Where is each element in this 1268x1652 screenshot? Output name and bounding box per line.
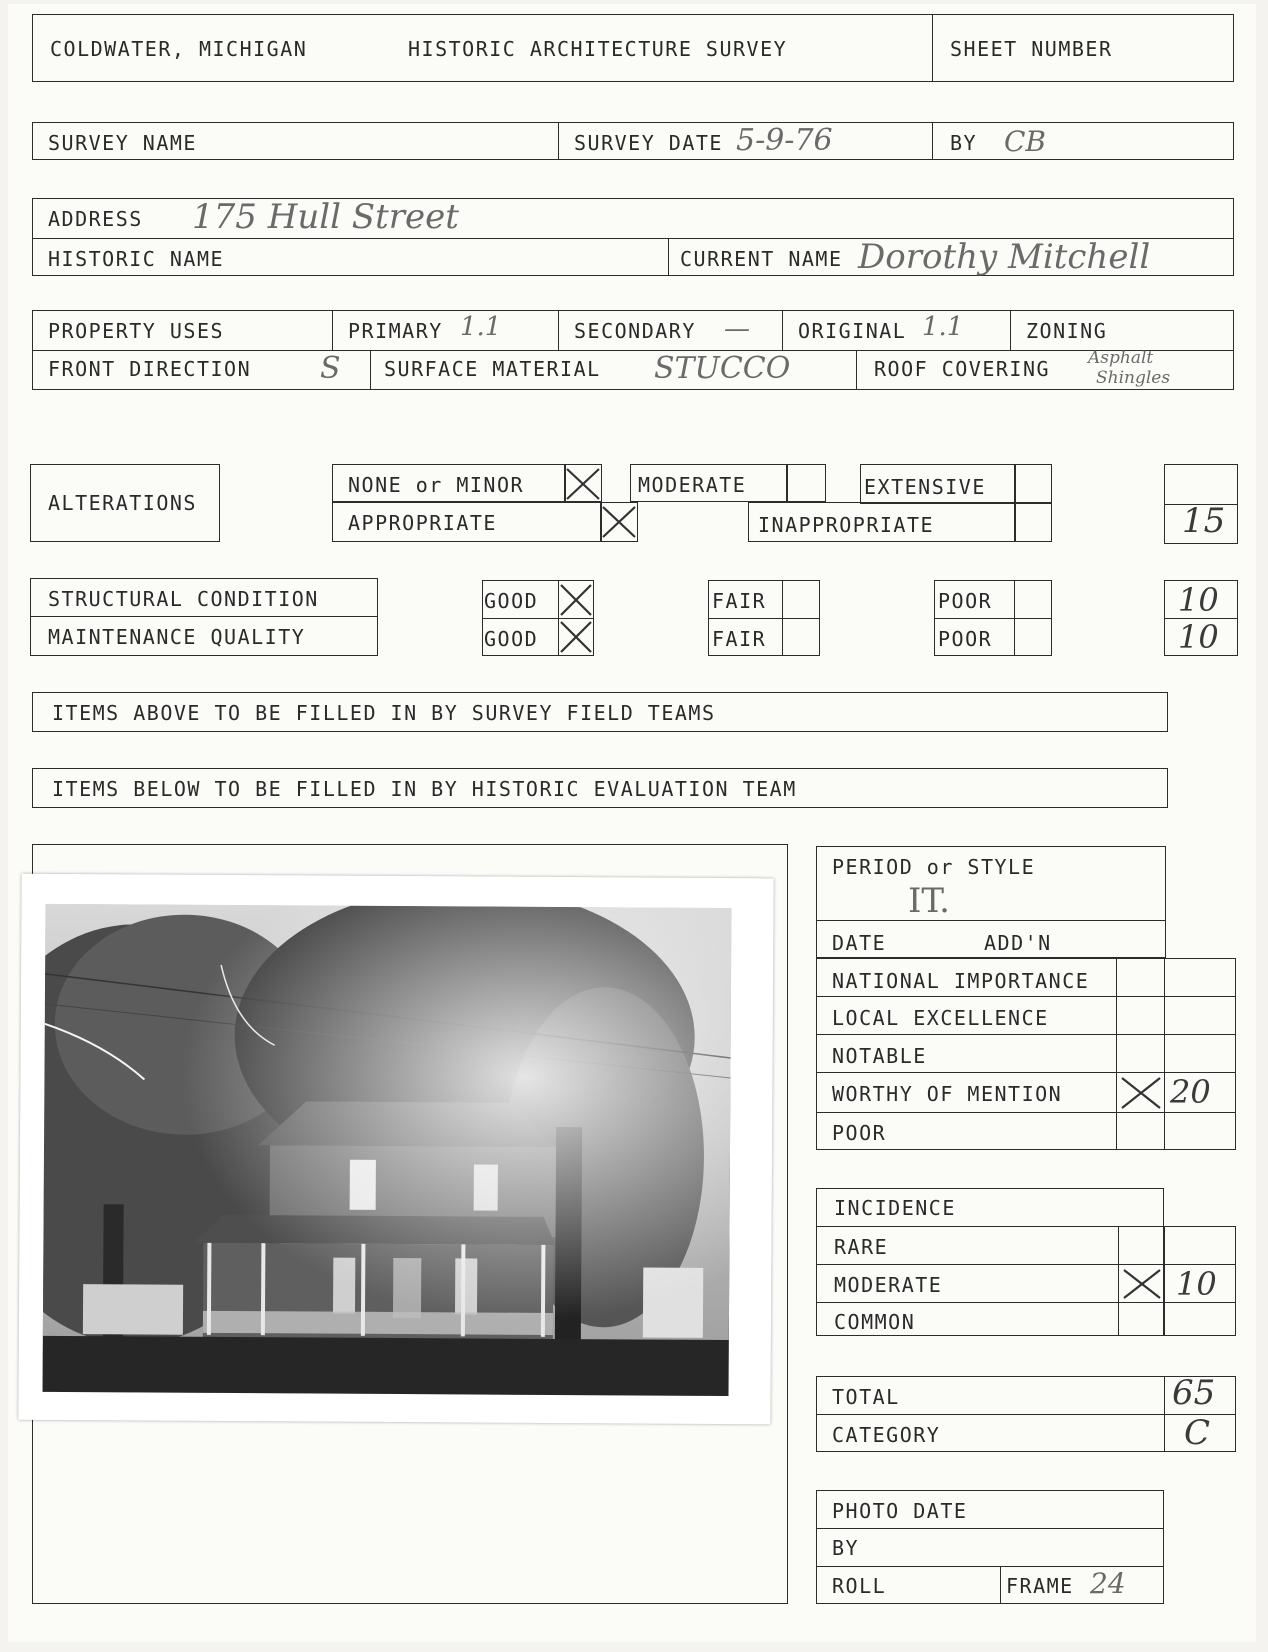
- incidence-moderate-score: 10: [1176, 1265, 1217, 1303]
- current-name-value: Dorothy Mitchell: [858, 237, 1151, 277]
- category-value: C: [1184, 1413, 1211, 1453]
- current-name-label: CURRENT NAME: [680, 247, 843, 271]
- maintenance-score: 10: [1178, 618, 1219, 656]
- incidence-moderate-x: [1120, 1266, 1164, 1302]
- roof-covering-value-1: Asphalt: [1088, 348, 1154, 368]
- address-value: 175 Hull Street: [192, 197, 459, 237]
- total-label: TOTAL: [832, 1385, 900, 1409]
- total-value: 65: [1172, 1373, 1216, 1413]
- roof-covering-label: ROOF COVERING: [874, 357, 1051, 381]
- moderate-label: MODERATE: [638, 473, 747, 497]
- note-above: ITEMS ABOVE TO BE FILLED IN BY SURVEY FIELD TEAMS: [52, 701, 716, 725]
- surface-material-value: STUCCO: [654, 351, 791, 386]
- original-value: 1.1: [922, 312, 964, 342]
- local-excellence-label: LOCAL EXCELLENCE: [832, 1006, 1049, 1030]
- house-photograph: [18, 874, 773, 1425]
- national-importance-label: NATIONAL IMPORTANCE: [832, 969, 1090, 993]
- incidence-moderate-label: MODERATE: [834, 1273, 943, 1297]
- frame-label: FRAME: [1006, 1574, 1074, 1598]
- secondary-label: SECONDARY: [574, 319, 696, 343]
- original-label: ORIGINAL: [798, 319, 907, 343]
- front-direction-label: FRONT DIRECTION: [48, 357, 252, 381]
- historic-name-label: HISTORIC NAME: [48, 247, 225, 271]
- maintenance-good-label: GOOD: [484, 627, 539, 651]
- category-label: CATEGORY: [832, 1423, 941, 1447]
- poor-label: POOR: [832, 1121, 887, 1145]
- sheet-number-label: SHEET NUMBER: [950, 37, 1113, 61]
- photo-by-label: BY: [832, 1536, 860, 1560]
- survey-form: [8, 4, 1256, 1642]
- roof-covering-value-2: Shingles: [1096, 368, 1171, 388]
- inappropriate-check: [1014, 502, 1052, 542]
- surface-material-label: SURFACE MATERIAL: [384, 357, 601, 381]
- survey-title: HISTORIC ARCHITECTURE SURVEY: [408, 37, 788, 61]
- maintenance-quality-label: MAINTENANCE QUALITY: [48, 625, 306, 649]
- structural-poor-label: POOR: [938, 589, 993, 613]
- maintenance-good-x: [558, 619, 594, 655]
- appropriate-label: APPROPRIATE: [348, 511, 497, 535]
- front-direction-value: S: [320, 351, 341, 386]
- worthy-x: [1118, 1074, 1164, 1112]
- date-label: DATE: [832, 931, 887, 955]
- structural-condition-label: STRUCTURAL CONDITION: [48, 587, 319, 611]
- photo-date-label: PHOTO DATE: [832, 1499, 968, 1523]
- structural-good-label: GOOD: [484, 589, 539, 613]
- inappropriate-label: INAPPROPRIATE: [758, 513, 935, 537]
- address-label: ADDRESS: [48, 207, 143, 231]
- secondary-value: —: [724, 314, 750, 344]
- structural-score: 10: [1178, 581, 1219, 619]
- alterations-label: ALTERATIONS: [48, 491, 197, 515]
- primary-label: PRIMARY: [348, 319, 443, 343]
- structural-good-x: [558, 582, 594, 618]
- primary-value: 1.1: [460, 312, 502, 342]
- moderate-check: [786, 464, 826, 502]
- extensive-label: EXTENSIVE: [864, 475, 986, 499]
- frame-value: 24: [1090, 1567, 1126, 1600]
- none-minor-x: [564, 466, 602, 502]
- common-label: COMMON: [834, 1310, 916, 1334]
- worthy-score: 20: [1170, 1073, 1211, 1111]
- survey-date-value: 5-9-76: [736, 123, 833, 158]
- rare-label: RARE: [834, 1235, 889, 1259]
- period-style-value: IT.: [908, 881, 950, 921]
- zoning-label: ZONING: [1026, 319, 1108, 343]
- survey-name-label: SURVEY NAME: [48, 131, 197, 155]
- maintenance-fair-label: FAIR: [712, 627, 767, 651]
- maintenance-poor-label: POOR: [938, 627, 993, 651]
- roll-label: ROLL: [832, 1574, 887, 1598]
- city-label: COLDWATER, MICHIGAN: [50, 37, 308, 61]
- property-uses-label: PROPERTY USES: [48, 319, 225, 343]
- survey-by-value: CB: [1004, 125, 1046, 158]
- period-style-label: PERIOD or STYLE: [832, 855, 1036, 879]
- structural-fair-label: FAIR: [712, 589, 767, 613]
- extensive-check: [1014, 464, 1052, 504]
- notable-label: NOTABLE: [832, 1044, 927, 1068]
- addn-label: ADD'N: [984, 931, 1052, 955]
- none-minor-label: NONE or MINOR: [348, 473, 525, 497]
- survey-date-label: SURVEY DATE: [574, 131, 723, 155]
- note-below: ITEMS BELOW TO BE FILLED IN BY HISTORIC EVALUATION TEAM: [52, 777, 797, 801]
- house-illustration: [43, 904, 732, 1396]
- house-photo-image: [43, 904, 732, 1396]
- survey-by-label: BY: [950, 131, 978, 155]
- alterations-score: 15: [1182, 501, 1226, 541]
- incidence-label: INCIDENCE: [834, 1196, 956, 1220]
- worthy-of-mention-label: WORTHY OF MENTION: [832, 1082, 1063, 1106]
- appropriate-x: [600, 504, 638, 540]
